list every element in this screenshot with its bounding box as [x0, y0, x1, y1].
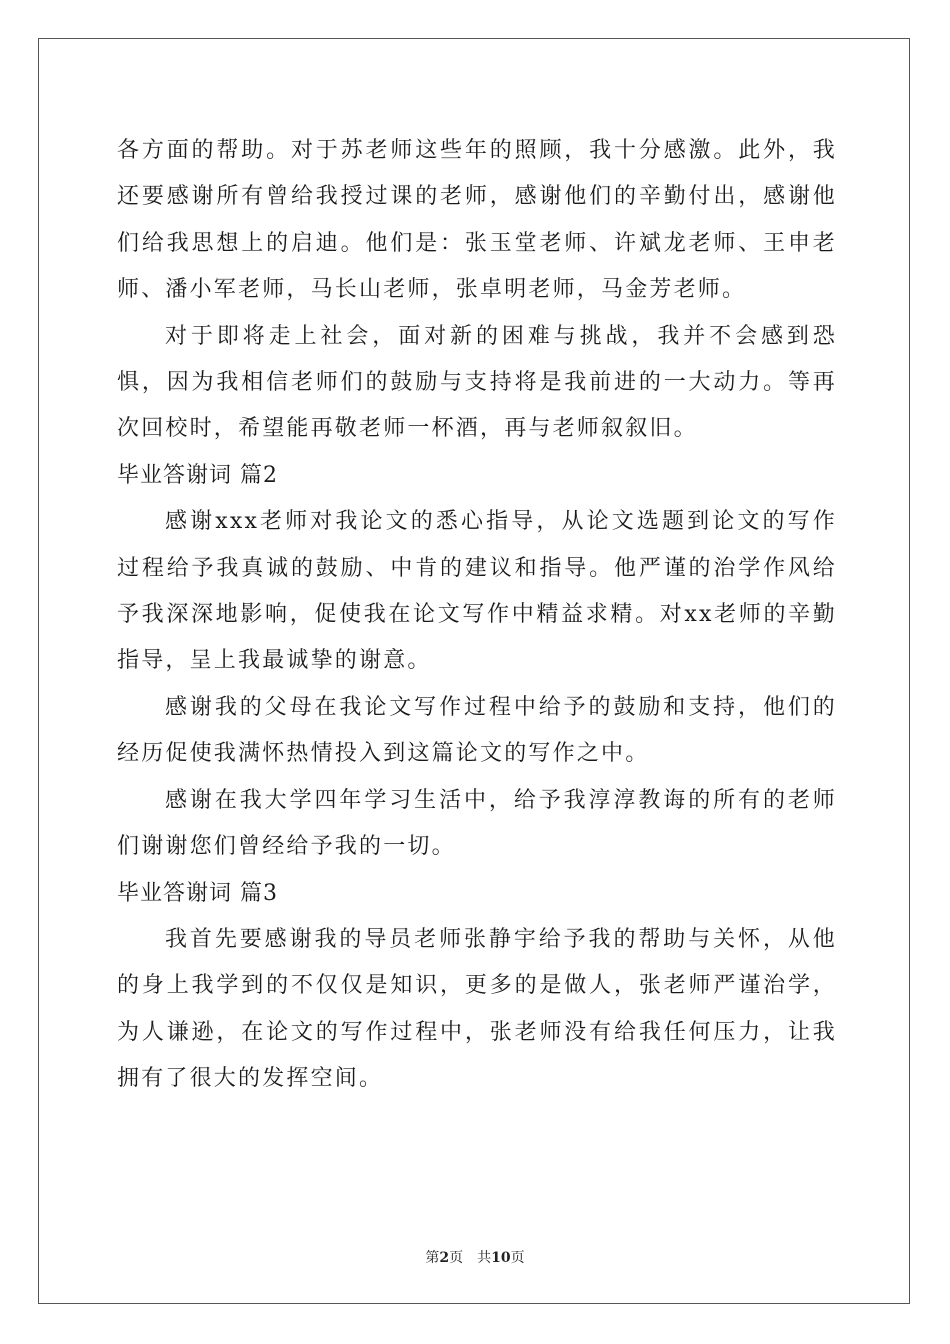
paragraph-teachers-thanks: 感谢在我大学四年学习生活中，给予我淳淳教诲的所有的老师们谢谢您们曾经给予我的一切。	[117, 787, 837, 860]
page-prefix: 第	[425, 1250, 440, 1266]
page-number: 2	[439, 1250, 450, 1266]
paragraph-advisor-thanks: 感谢xxx老师对我论文的悉心指导，从论文选题到论文的写作过程给予我真诚的鼓励、中肯的建议和指导。他严谨的治学作风给予我深深地影响，促使我在论文写作中精益求精。对xx老师的辛勤指导，呈上我最诚挚的谢意。	[117, 509, 837, 674]
paragraph-future: 对于即将走上社会，面对新的困难与挑战，我并不会感到恐惧，因为我相信老师们的鼓励与支持将是我前进的一大动力。等再次回校时，希望能再敬老师一杯酒，再与老师叙叙旧。	[117, 323, 837, 442]
paragraph-counselor-thanks: 我首先要感谢我的导员老师张静宇给予我的帮助与关怀，从他的身上我学到的不仅仅是知识，更多的是做人，张老师严谨治学，为人谦逊，在论文的写作过程中，张老师没有给我任何压力，让我拥有了很大的发挥空间。	[117, 926, 837, 1092]
page-suffix: 页	[449, 1250, 464, 1266]
total-prefix: 共	[477, 1250, 492, 1266]
page-footer	[0, 1247, 950, 1267]
section-heading-2: 毕业答谢词 篇2	[117, 462, 278, 488]
total-suffix: 页	[510, 1250, 525, 1266]
paragraph-continuation: 各方面的帮助。对于苏老师这些年的照顾，我十分感激。此外，我还要感谢所有曾给我授过课的老师，感谢他们的辛勤付出，感谢他们给我思想上的启迪。他们是：张玉堂老师、许斌龙老师、王申老师、潘小军老师，马长山老师，张卓明老师，马金芳老师。	[117, 138, 837, 303]
paragraph-parents-thanks: 感谢我的父母在我论文写作过程中给予的鼓励和支持，他们的经历促使我满怀热情投入到这篇论文的写作之中。	[117, 694, 837, 767]
document-body	[117, 128, 837, 1103]
total-pages: 10	[491, 1250, 511, 1266]
section-heading-3: 毕业答谢词 篇3	[117, 880, 278, 906]
